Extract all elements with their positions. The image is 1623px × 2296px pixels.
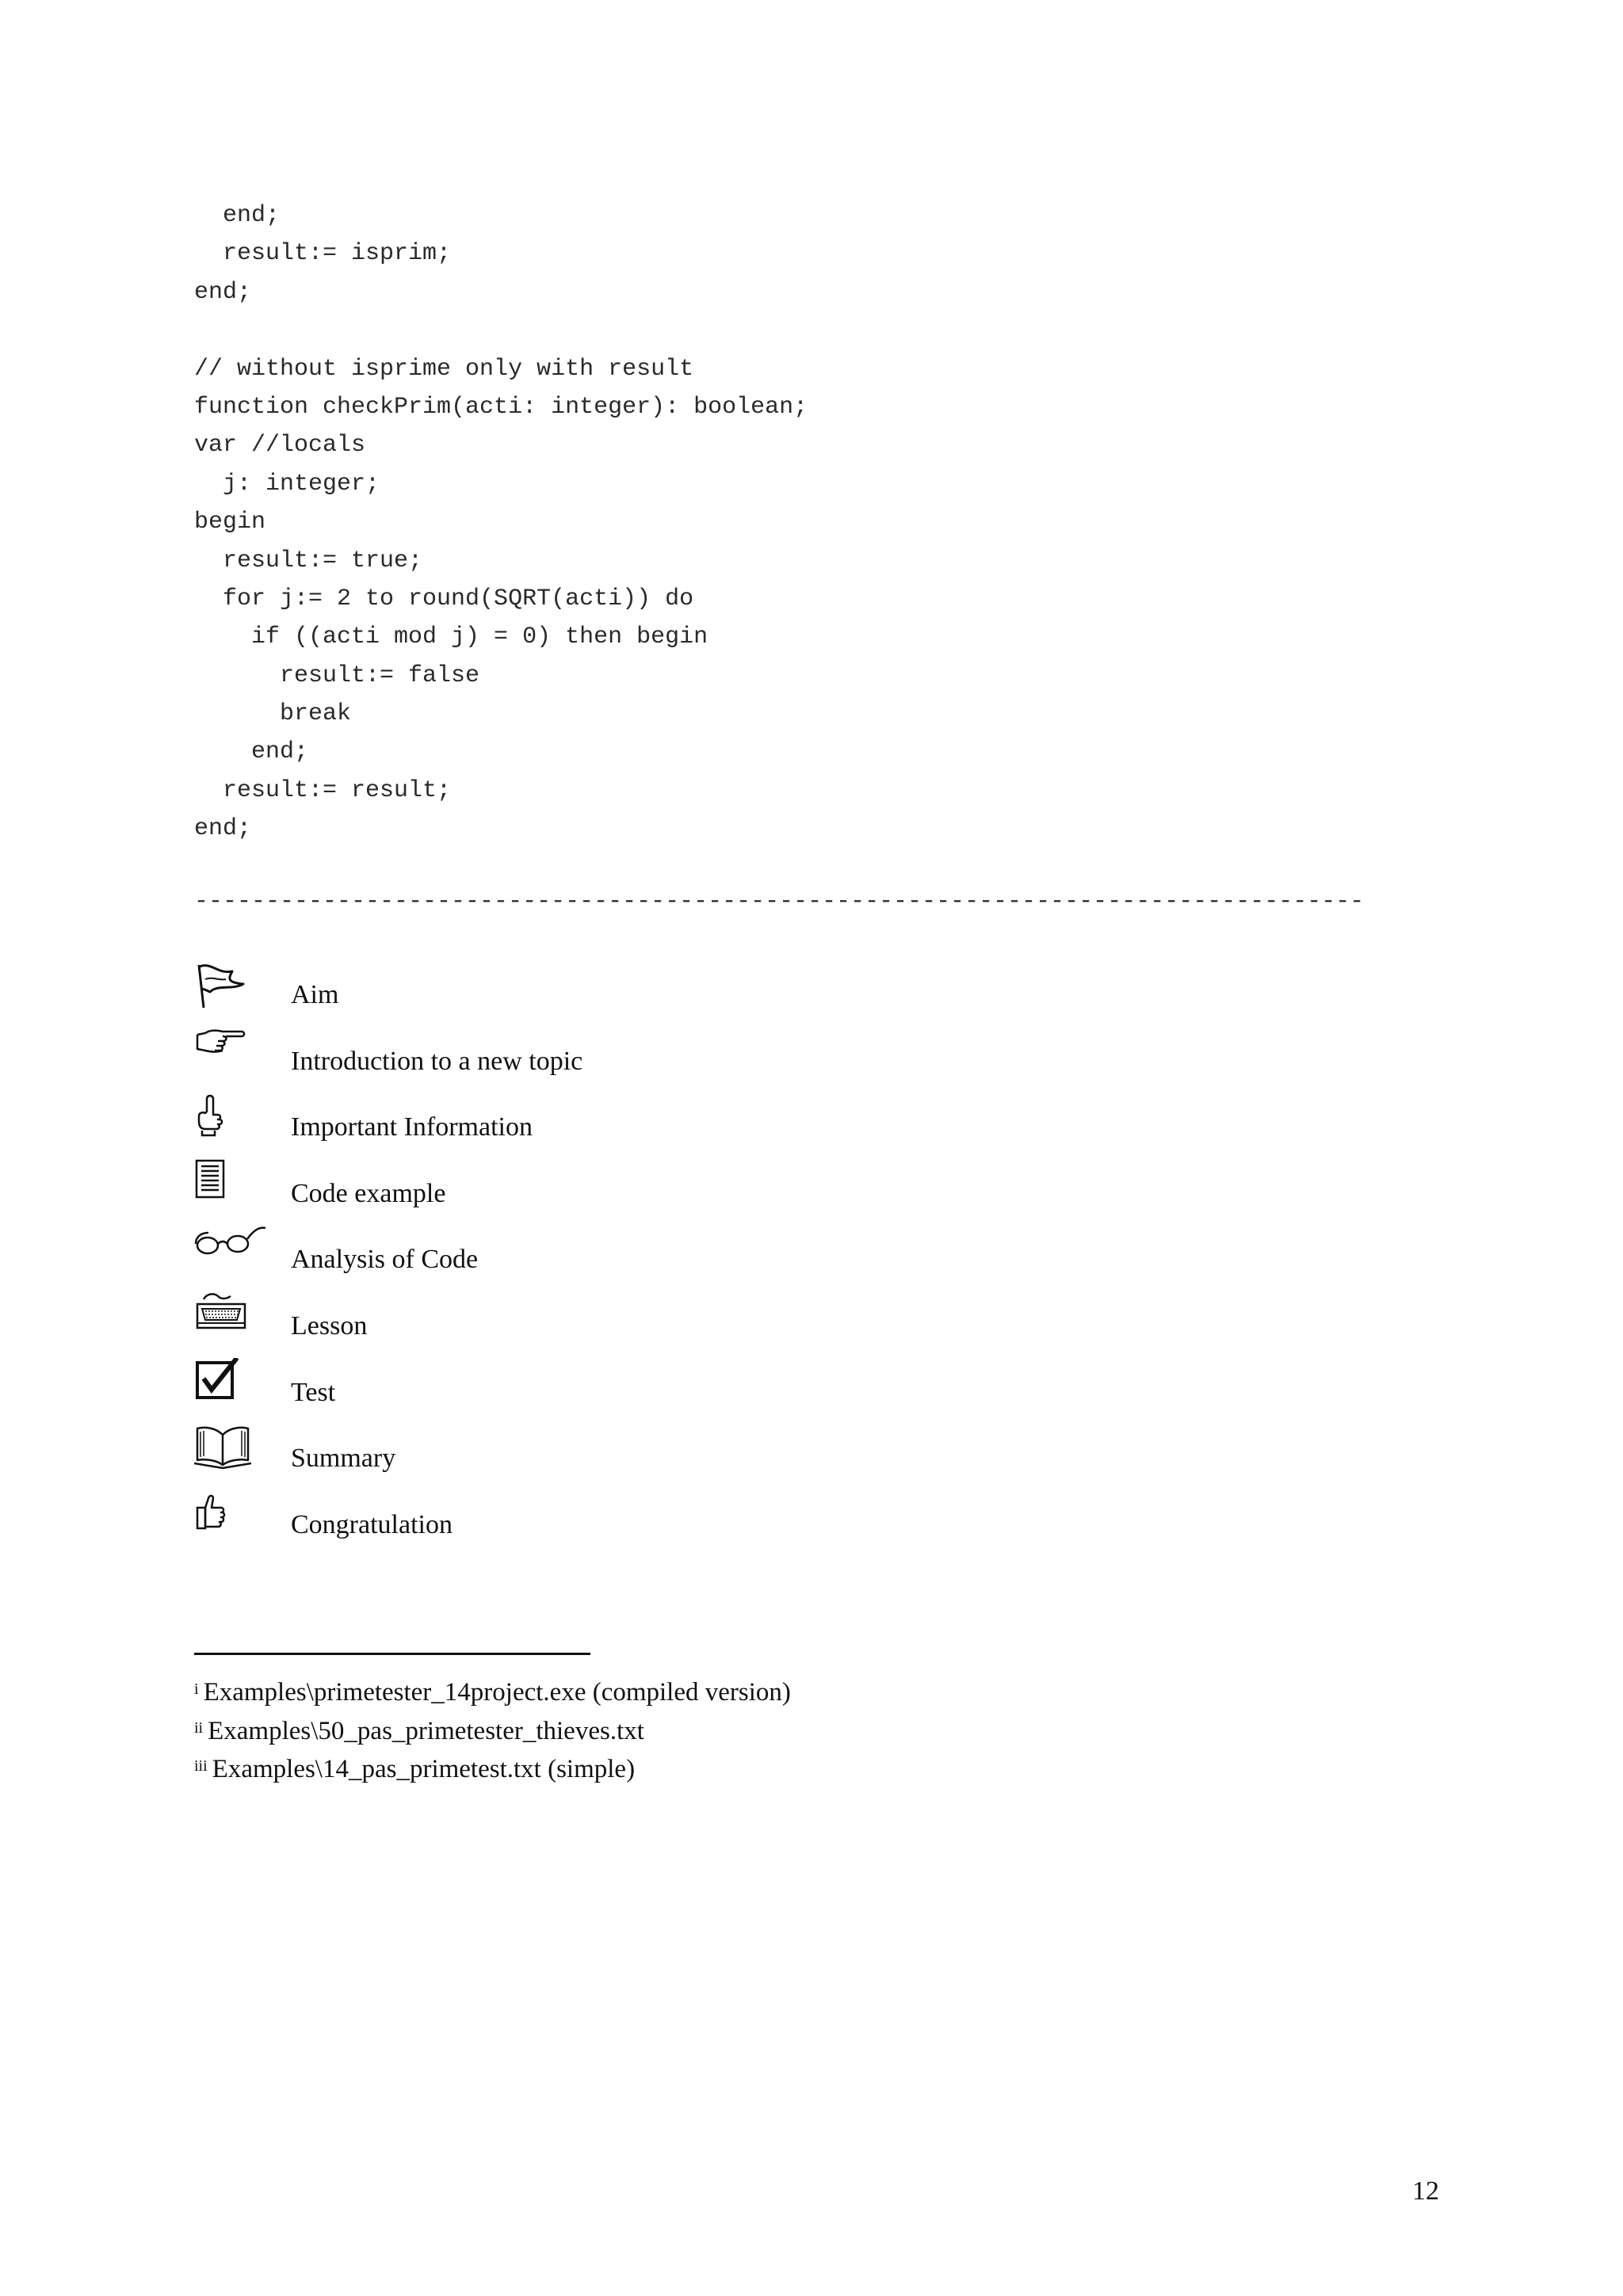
code-line: break: [194, 700, 352, 728]
legend-label: Code example: [291, 1178, 446, 1208]
legend-label: Congratulation: [291, 1509, 453, 1539]
footnote-text: Examples\50_pas_primetester_thieves.txt: [208, 1716, 644, 1745]
legend-label: Summary: [291, 1444, 396, 1474]
footnote: [194, 1750, 791, 1789]
code-line: // without isprime only with result: [194, 355, 694, 383]
thumbs-up-icon: [194, 1490, 269, 1546]
code-block: [194, 196, 808, 849]
legend-label: Aim: [291, 980, 339, 1009]
page-number: 12: [1412, 2176, 1439, 2206]
footnotes: [194, 1673, 791, 1789]
code-line: [194, 311, 808, 349]
legend-item: [194, 1159, 907, 1226]
legend-item: [194, 1424, 907, 1490]
footnote-marker: i: [194, 1680, 199, 1698]
code-line: result:= result;: [194, 776, 452, 804]
footnote-text: Examples\14_pas_primetest.txt (simple): [212, 1755, 636, 1784]
open-book-icon: [194, 1424, 269, 1479]
legend-item: [194, 1093, 907, 1159]
legend-label: Lesson: [291, 1310, 368, 1341]
legend-label: Important Information: [291, 1112, 533, 1142]
code-line: function checkPrim(acti: integer): boolean;: [194, 393, 808, 421]
code-line: var //locals: [194, 432, 366, 460]
code-line: begin: [194, 509, 266, 536]
raised-finger-icon: [194, 1093, 269, 1148]
checkbox-icon: [194, 1358, 269, 1413]
legend-label: Test: [291, 1377, 336, 1407]
footnote-marker: ii: [194, 1718, 204, 1737]
legend-label: Analysis of Code: [291, 1245, 479, 1275]
legend-item: [194, 960, 907, 1027]
legend-item: [194, 1358, 907, 1425]
code-line: end;: [194, 278, 252, 306]
footnote-text: Examples\primetester_14project.exe (compiled version): [203, 1678, 791, 1707]
glasses-icon: [194, 1225, 269, 1280]
legend-label: Introduction to a new topic: [291, 1046, 583, 1076]
code-line: if ((acti mod j) = 0) then begin: [194, 624, 708, 651]
icon-legend: [194, 960, 907, 1556]
code-line: end;: [194, 815, 252, 843]
code-line: result:= false: [194, 662, 480, 689]
keyboard-icon: [194, 1291, 269, 1347]
footnote-marker: iii: [194, 1757, 208, 1775]
code-line: end;: [194, 738, 309, 766]
dashed-separator: ----------------------------------------------------------------------------------: [194, 888, 1365, 915]
pointing-hand-icon: [194, 1027, 269, 1082]
document-icon: [194, 1159, 269, 1215]
flag-icon: [194, 960, 269, 1016]
footnote: [194, 1712, 791, 1751]
code-line: result:= true;: [194, 547, 423, 574]
legend-item: [194, 1291, 907, 1358]
code-line: end;: [194, 202, 281, 229]
footnote-rule: [194, 1653, 590, 1655]
code-line: result:= isprim;: [194, 240, 452, 268]
footnote: [194, 1673, 791, 1712]
code-line: for j:= 2 to round(SQRT(acti)) do: [194, 585, 694, 612]
code-line: j: integer;: [194, 470, 380, 498]
legend-item: [194, 1225, 907, 1291]
legend-item: [194, 1027, 907, 1093]
legend-item: [194, 1490, 907, 1557]
